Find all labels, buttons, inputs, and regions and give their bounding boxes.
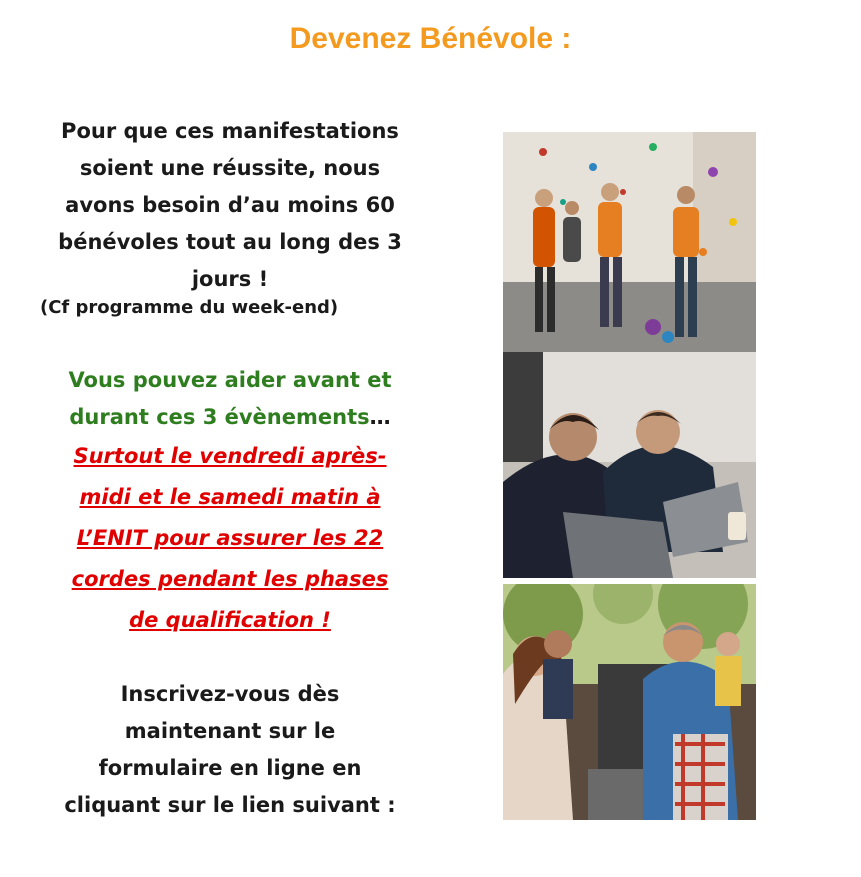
volunteers-laptop-photo xyxy=(503,352,756,578)
highlight-line: L’ENIT pour assurer les 22 xyxy=(76,526,384,550)
highlight-line: midi et le samedi matin à xyxy=(79,485,381,509)
help-line-2 xyxy=(40,399,420,436)
intro-line: jours ! xyxy=(191,267,269,291)
barbecue-photo xyxy=(503,584,756,820)
help-line: Vous pouvez aider avant et xyxy=(68,368,392,392)
intro-line: Pour que ces manifestations xyxy=(61,119,399,143)
highlight-line: de qualification ! xyxy=(129,608,331,632)
signup-paragraph xyxy=(40,676,420,824)
climbing-gym-photo xyxy=(503,132,756,352)
help-paragraph xyxy=(40,362,420,641)
signup-line: Inscrivez-vous dès xyxy=(120,682,340,706)
program-note: (Cf programme du week-end) xyxy=(40,297,339,318)
highlight-line: Surtout le vendredi après- xyxy=(73,444,387,468)
highlight-line: cordes pendant les phases xyxy=(71,567,389,591)
intro-paragraph xyxy=(40,113,420,298)
page-title: Devenez Bénévole : xyxy=(289,22,572,55)
ellipsis: … xyxy=(369,405,391,429)
intro-line: avons besoin d’au moins 60 xyxy=(65,193,395,217)
signup-line: maintenant sur le xyxy=(124,719,336,743)
signup-line: formulaire en ligne en xyxy=(98,756,362,780)
intro-line: soient une réussite, nous xyxy=(79,156,381,180)
signup-line: cliquant sur le lien suivant : xyxy=(64,793,396,817)
intro-line: bénévoles tout au long des 3 xyxy=(58,230,402,254)
help-line-green: durant ces 3 évènements xyxy=(69,405,370,429)
